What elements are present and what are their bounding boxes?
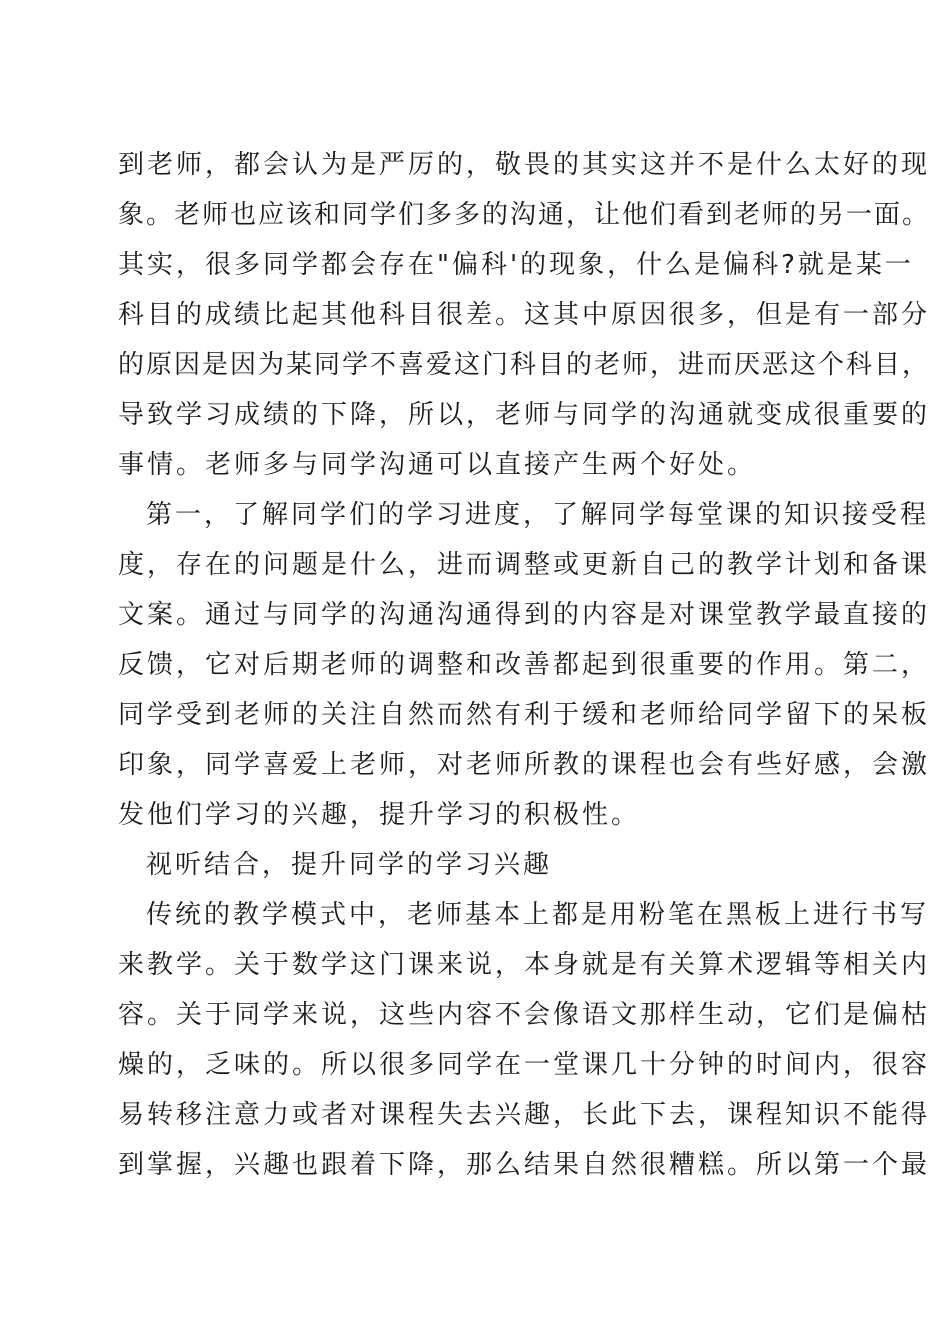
text-line: 来教学。关于数学这门课来说，本身就是有关算术逻辑等相关内 <box>118 950 931 980</box>
text-line: 科目的成绩比起其他科目很差。这其中原因很多，但是有一部分 <box>118 300 931 330</box>
text-line: 第一，了解同学们的学习进度，了解同学每堂课的知识接受程 <box>146 500 930 530</box>
text-line: 发他们学习的兴趣，提升学习的积极性。 <box>118 800 641 830</box>
text-line: 文案。通过与同学的沟通沟通得到的内容是对课堂教学最直接的 <box>118 600 931 630</box>
text-line: 的原因是因为某同学不喜爱这门科目的老师，进而厌恶这个科目， <box>118 350 931 380</box>
text-line: 易转移注意力或者对课程失去兴趣，长此下去，课程知识不能得 <box>118 1100 931 1130</box>
text-line: 到老师，都会认为是严厉的，敬畏的其实这并不是什么太好的现 <box>118 150 931 180</box>
text-line: 燥的，乏味的。所以很多同学在一堂课几十分钟的时间内，很容 <box>118 1050 931 1080</box>
text-line: 事情。老师多与同学沟通可以直接产生两个好处。 <box>118 450 757 480</box>
text-line: 反馈，它对后期老师的调整和改善都起到很重要的作用。第二， <box>118 650 931 680</box>
text-line: 传统的教学模式中，老师基本上都是用粉笔在黑板上进行书写 <box>146 900 930 930</box>
text-line: 象。老师也应该和同学们多多的沟通，让他们看到老师的另一面。 <box>118 200 931 230</box>
text-line: 印象，同学喜爱上老师，对老师所教的课程也会有些好感，会激 <box>118 750 931 780</box>
text-line: 其实，很多同学都会存在"偏科'的现象，什么是偏科?就是某一 <box>118 250 914 280</box>
section-heading: 视听结合，提升同学的学习兴趣 <box>146 850 553 880</box>
text-line: 导致学习成绩的下降，所以，老师与同学的沟通就变成很重要的 <box>118 400 931 430</box>
text-line: 度，存在的问题是什么，进而调整或更新自己的教学计划和备课 <box>118 550 931 580</box>
text-line: 到掌握，兴趣也跟着下降，那么结果自然很糟糕。所以第一个最 <box>118 1150 931 1180</box>
text-line: 同学受到老师的关注自然而然有利于缓和老师给同学留下的呆板 <box>118 700 931 730</box>
text-line: 容。关于同学来说，这些内容不会像语文那样生动，它们是偏枯 <box>118 1000 931 1030</box>
